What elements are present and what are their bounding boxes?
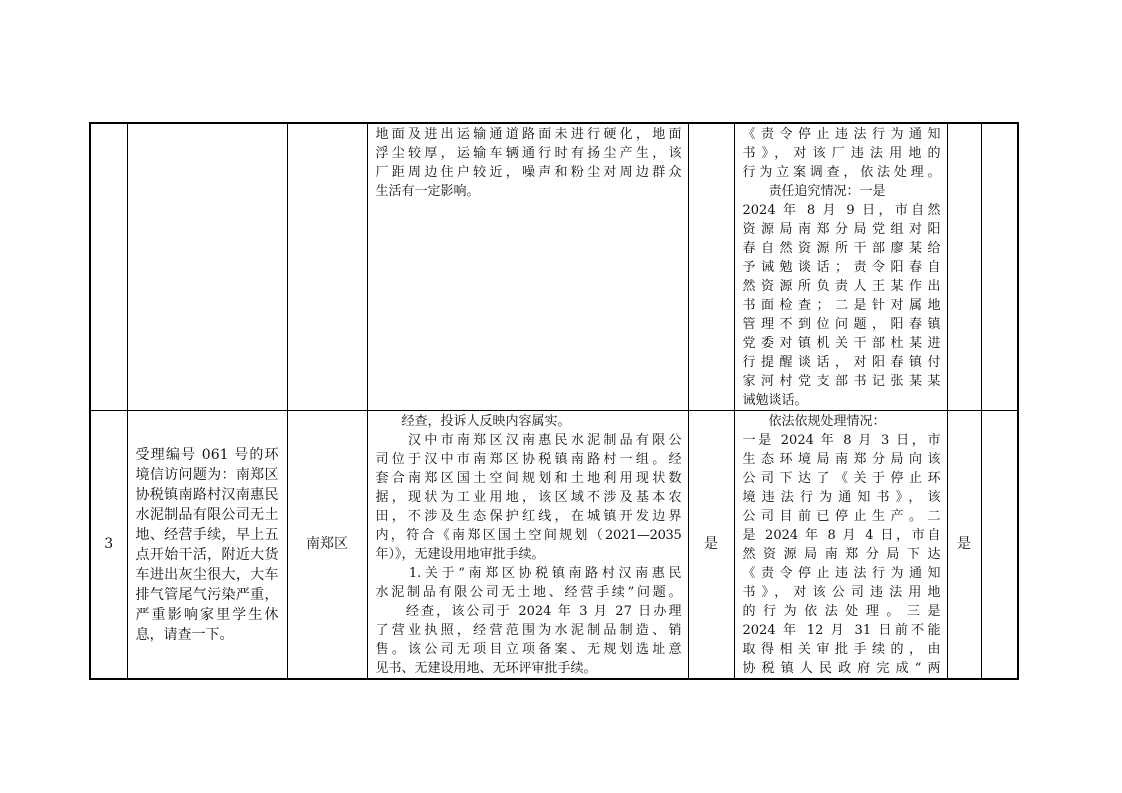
- handling-line: 依法依规处理情况：: [742, 414, 886, 429]
- handling-line: 是 2024 年 8 月 4 日，市自: [742, 528, 941, 543]
- content-line: 生活有一定影响。: [375, 184, 480, 199]
- content-line: 见书、无建设用地、无环评审批手续。: [375, 661, 597, 676]
- content-line: 套合南郑区国土空间规划和土地利用现状数: [375, 471, 682, 486]
- handling-line: 公司目前已停止生产。二: [742, 509, 941, 524]
- handling-line: 书面检查；二是针对属地: [742, 298, 941, 313]
- cell-complaint-empty: [127, 123, 287, 411]
- content-line: 售。该公司无项目立项备案、无规划选址意: [375, 642, 682, 657]
- content-line: 1.关于“南郑区协税镇南路村汉南惠民: [375, 566, 682, 581]
- cell-investigation-content: [367, 411, 688, 680]
- handling-line: 管理不到位问题，阳春镇: [742, 317, 941, 332]
- content-line: 汉中市南郑区汉南惠民水泥制品有限公: [375, 433, 682, 448]
- report-table: [89, 122, 1019, 680]
- cell-verified-empty: [688, 123, 734, 411]
- handling-line: 《责令停止违法行为通知: [742, 566, 941, 581]
- handling-line: 生态环境局南郑分局向该: [742, 452, 941, 467]
- cell-remarks-empty: [981, 123, 1018, 411]
- cell-district-empty: [287, 123, 367, 411]
- handling-line: 诫勉谈话。: [742, 393, 808, 408]
- handling-line: 一是 2024 年 8 月 3 日，市: [742, 433, 941, 448]
- cell-investigation-content: [367, 123, 688, 411]
- table-row-3: [90, 411, 1018, 680]
- verified-status: 是: [688, 411, 734, 680]
- handling-line: 资源局南郑分局党组对阳: [742, 222, 941, 237]
- handling-line: 2024 年 8 月 9 日，市自然: [742, 203, 941, 218]
- complaint-description: [127, 411, 287, 680]
- content-line: 浮尘较厚，运输车辆通行时有扬尘产生，该: [375, 146, 682, 161]
- handling-line: 《责令停止违法行为通知: [742, 127, 941, 142]
- content-line: 厂距周边住户较近，噪声和粉尘对周边群众: [375, 165, 682, 180]
- handling-line: 然资源局南郑分局下达: [742, 547, 941, 562]
- handling-line: 家河村党支部书记张某某: [742, 374, 941, 389]
- content-line: 司位于汉中市南郑区协税镇南路村一组。经: [375, 452, 682, 467]
- handling-line: 春自然资源所干部廖某给: [742, 241, 941, 256]
- cell-remarks-empty: [981, 411, 1018, 680]
- complaint-text: 受理编号 061 号的环境信访问题为：南郑区协税镇南路村汉南惠民水泥制品有限公司无土地、经营手续，早上五点开始干活，附近大货车进出灰尘很大，大车排气管尾气污染严重，严重影响家里学生休息，请查一下。: [135, 446, 279, 643]
- cell-handling-status: [734, 123, 947, 411]
- content-line: 经查，投诉人反映内容属实。: [375, 414, 571, 429]
- handling-line: 行提醒谈话，对阳春镇付: [742, 355, 941, 370]
- content-line: 内，符合《南郑区国土空间规划（2021—2035: [375, 528, 682, 543]
- handling-line: 党委对镇机关干部杜某进: [742, 336, 941, 351]
- content-line: 据，现状为工业用地，该区域不涉及基本农: [375, 490, 682, 505]
- handling-line: 2024 年 12 月 31 日前不能: [742, 623, 941, 638]
- handling-line: 书》，对该公司违法用地: [742, 585, 941, 600]
- content-line: 了营业执照，经营范围为水泥制品制造、销: [375, 623, 682, 638]
- content-line: 年）》，无建设用地审批手续。: [375, 547, 545, 562]
- district-name: 南郑区: [287, 411, 367, 680]
- handling-line: 协税镇人民政府完成“两: [742, 661, 941, 676]
- handling-line: 书》，对该厂违法用地的: [742, 146, 941, 161]
- row-number: 3: [90, 411, 127, 680]
- handling-line: 然资源所负责人王某作出: [742, 279, 941, 294]
- content-line: 水泥制品有限公司无土地、经营手续”问题。: [375, 585, 682, 600]
- handling-line: 境违法行为通知书》，该: [742, 490, 941, 505]
- resolved-status: 是: [947, 411, 981, 680]
- handling-line: 的行为依法处理。三是: [742, 604, 941, 619]
- table-row-continued: [90, 123, 1018, 411]
- handling-line: 行为立案调查，依法处理。: [742, 165, 941, 180]
- handling-line: 予诫勉谈话；责令阳春自: [742, 260, 941, 275]
- handling-line: 取得相关审批手续的，由: [742, 642, 941, 657]
- content-line: 地面及进出运输通道路面未进行硬化，地面: [375, 127, 682, 142]
- cell-handling-status: [734, 411, 947, 680]
- cell-number-empty: [90, 123, 127, 411]
- content-line: 经查，该公司于 2024 年 3 月 27 日办理: [375, 604, 682, 619]
- handling-line: 公司下达了《关于停止环: [742, 471, 941, 486]
- cell-resolved-empty: [947, 123, 981, 411]
- content-line: 田，不涉及生态保护红线，在城镇开发边界: [375, 509, 682, 524]
- handling-line: 责任追究情况：一是: [742, 184, 886, 199]
